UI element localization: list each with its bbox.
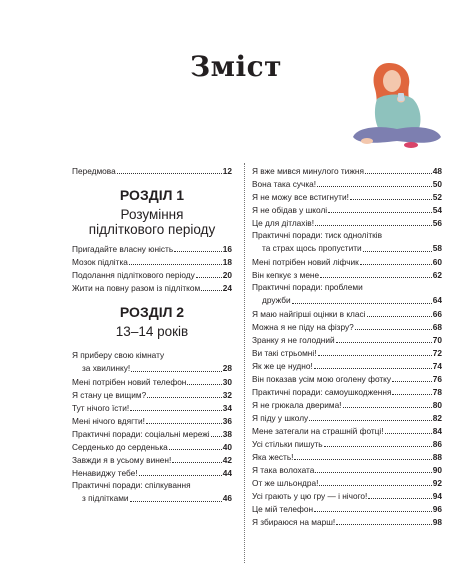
toc-entry[interactable]: Я не обідав у школі 54 [252, 205, 442, 215]
toc-entry[interactable]: Тут нічого їсти! 34 [72, 403, 232, 413]
toc-entry[interactable]: Мозок підлітка 18 [72, 257, 232, 267]
toc-entry[interactable]: Ненавиджу тебе! 44 [72, 468, 232, 478]
toc-entry[interactable]: Я маю найгірші оцінки в класі 66 [252, 309, 442, 319]
toc-entry[interactable]: Він показав усім мою оголену фотку 76 [252, 374, 442, 384]
toc-entry[interactable]: Усі стільки пишуть 86 [252, 439, 442, 449]
toc-entry[interactable]: Я вже мився минулого тижня 48 [252, 166, 442, 176]
toc-entry[interactable]: Практичні поради: тиск однолітків та страх щось пропустити 58 [252, 230, 442, 253]
toc-entry[interactable]: Мені потрібен новий ліфчик 60 [252, 257, 442, 267]
toc-entry[interactable]: Яка жесть! 88 [252, 452, 442, 462]
toc-entry[interactable]: Практичні поради: самоушкодження 78 [252, 387, 442, 397]
toc-entry[interactable]: Я піду у школу 82 [252, 413, 442, 423]
toc-entry[interactable]: Ви такі стрьомні! 72 [252, 348, 442, 358]
toc-entry[interactable]: Це мій телефон 96 [252, 504, 442, 514]
toc-entry[interactable]: Мені нічого вдягти! 36 [72, 416, 232, 426]
section-subtitle: Розуміння підліткового періоду [88, 207, 216, 237]
toc-entry[interactable]: Усі грають у цю гру — і нічого! 94 [252, 491, 442, 501]
toc-entry[interactable]: Практичні поради: проблеми дружби 64 [252, 282, 442, 305]
toc-entry[interactable]: Жити на повну разом із підлітком 24 [72, 283, 232, 293]
column-divider [244, 163, 245, 563]
section-subtitle: 13–14 років [115, 324, 189, 339]
toc-entry[interactable]: Практичні поради: спілкування з підлітками 46 [72, 480, 232, 503]
toc-entry[interactable]: Мені потрібен новий телефон 30 [72, 377, 232, 387]
toc-entry[interactable]: Як же це нудно! 74 [252, 361, 442, 371]
toc-entry[interactable]: Я не грюкала дверима! 80 [252, 400, 442, 410]
toc-entry[interactable]: Серденько до серденька 40 [72, 442, 232, 452]
toc-right-column [252, 164, 442, 528]
toc-entry[interactable]: Я стану це вищим? 32 [72, 390, 232, 400]
girl-with-phone-illustration [345, 55, 445, 150]
leader-dots [117, 173, 222, 174]
toc-entry[interactable]: Я приберу свою кімнату за хвилинку! 28 [72, 350, 232, 373]
toc-entry[interactable]: Передмова 12 [72, 166, 232, 176]
toc-entry[interactable]: Пригадайте власну юність 16 [72, 244, 232, 254]
toc-entry[interactable]: Вона така сучка! 50 [252, 179, 442, 189]
toc-entry[interactable]: Завжди я в усьому винен! 42 [72, 455, 232, 465]
toc-entry[interactable]: Практичні поради: соціальні мережі 38 [72, 429, 232, 439]
toc-entry[interactable]: Він кепкує з мене 62 [252, 270, 442, 280]
toc-entry[interactable]: Зранку я не голодний 70 [252, 335, 442, 345]
page-title: Зміст [189, 50, 283, 83]
section-heading: РОЗДІЛ 2 [119, 304, 185, 320]
toc-entry[interactable]: Подолання підліткового періоду 20 [72, 270, 232, 280]
toc-entry[interactable]: От же шльондра! 92 [252, 478, 442, 488]
toc-left-column [72, 164, 232, 505]
toc-entry[interactable]: Я збираюся на марш! 98 [252, 517, 442, 527]
toc-entry[interactable]: Можна я не піду на фізру? 68 [252, 322, 442, 332]
toc-entry[interactable]: Мене затегали на страшній фотці! 84 [252, 426, 442, 436]
page-number: 12 [222, 166, 232, 176]
toc-entry[interactable]: Я така волохата 90 [252, 465, 442, 475]
toc-entry[interactable]: Це для дітлахів! 56 [252, 218, 442, 228]
toc-entry[interactable]: Я не можу все встигнути! 52 [252, 192, 442, 202]
section-heading: РОЗДІЛ 1 [119, 187, 185, 203]
